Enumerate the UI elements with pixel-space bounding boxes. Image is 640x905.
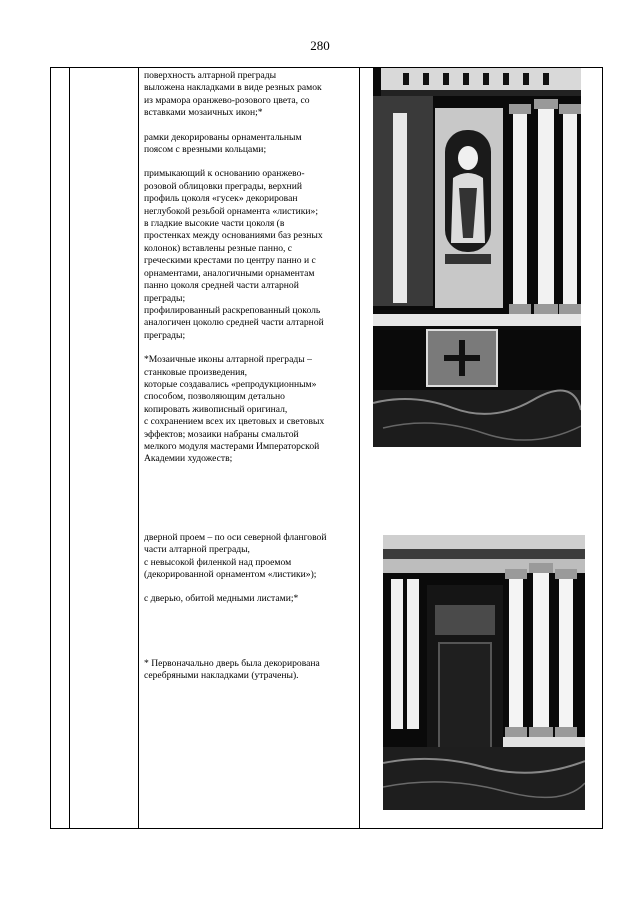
paragraph-door: с дверью, обитой медными листами;* (144, 593, 299, 605)
column-divider (359, 68, 360, 828)
paragraph-plinth: примыкающий к основанию оранжево- розовой облицовки преграды, верхний профиль цоколя «гусек» декорирован неглубокой резьбой орнамента «листики»; в гладкие высокие части цоколя (в простенках между основаниями баз резных колонок) вставлены резные панно, с греческими крестами по центру панно и с орнаментами, аналогичными орнаментам панно цоколя средней части алтарной преграды; профилированный раскрепованный цоколь аналогичен цоколю средней части алтарной преграды; (144, 168, 324, 341)
column-divider (69, 68, 70, 828)
column-divider (138, 68, 139, 828)
paragraph-frames: рамки декорированы орнаментальным поясом с врезными кольцами; (144, 131, 302, 156)
paragraph-iconostasis-surface: поверхность алтарной преграды выложена накладками в виде резных рамок из мрамора оранжево-розового цвета, со вставками мозаичных икон;* (144, 70, 322, 119)
page-number: 280 (310, 38, 330, 53)
paragraph-door-footnote: * Первоначально дверь была декорирована серебряными накладками (утрачены). (144, 657, 320, 682)
doorway-photo (383, 535, 585, 810)
paragraph-doorway: дверной проем – по оси северной фланговой части алтарной преграды, с невысокой филенкой над проемом (декорированной орнаментом «листики»); (144, 531, 327, 580)
description-table (50, 67, 603, 829)
paragraph-mosaic-footnote: *Мозаичные иконы алтарной преграды – станковые произведения, которые создавались «репродукционным» способом, позволяющим детально копировать живописный оригинал, с сохранением всех их цветовых и световых эффектов; мозаики набраны смальтой мелкого модуля мастерами Императорской Академии художеств; (144, 354, 325, 465)
description-column (144, 70, 358, 683)
iconostasis-photo (373, 68, 581, 447)
